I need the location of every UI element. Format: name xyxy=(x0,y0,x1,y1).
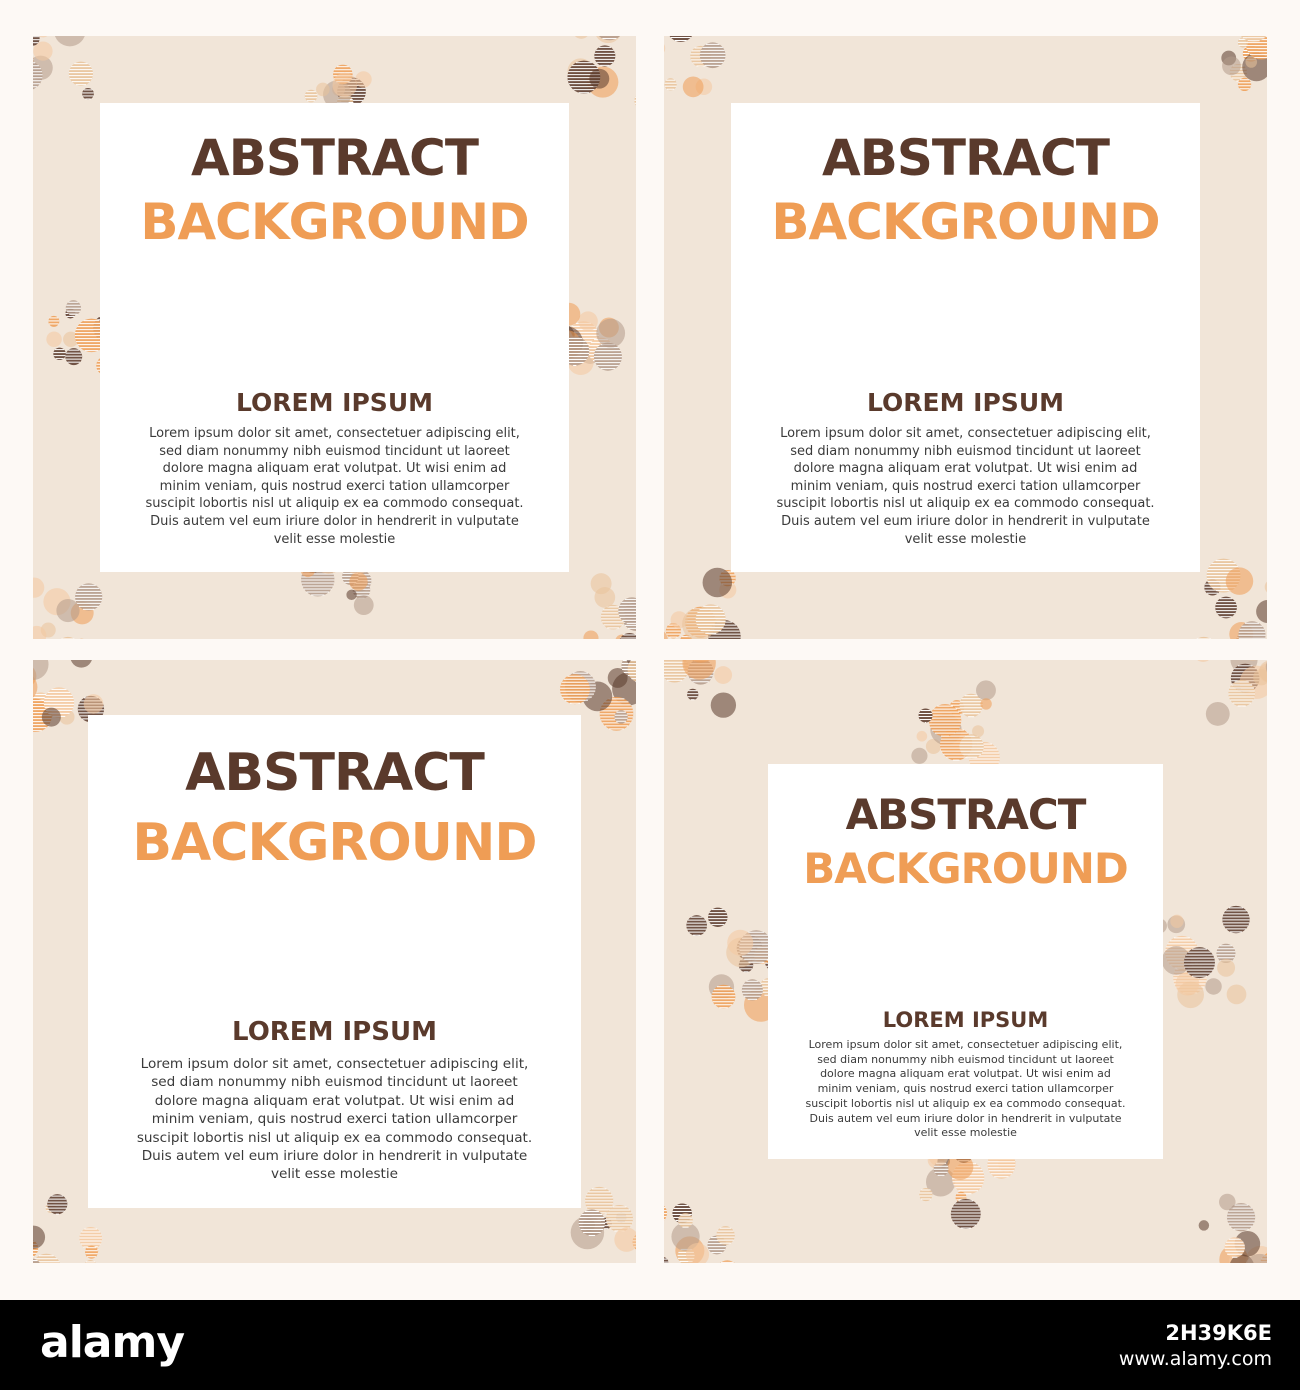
ornament-dot xyxy=(56,599,79,622)
ornament-dot xyxy=(596,319,625,348)
ornament-dot xyxy=(714,666,732,684)
ornament-dot xyxy=(1227,985,1247,1005)
card-2-title-line1: ABSTRACT xyxy=(822,129,1109,187)
ornament-dot xyxy=(354,595,374,615)
ornament-dot xyxy=(591,573,612,594)
ornament-dot xyxy=(560,674,590,704)
ornament-dot xyxy=(980,698,991,709)
ornament-dot xyxy=(959,734,983,758)
ornament-dot xyxy=(976,680,996,700)
ornament-dot xyxy=(573,36,590,39)
card-1 xyxy=(33,36,636,639)
card-3-title-line2: BACKGROUND xyxy=(132,813,537,873)
ornament-dot xyxy=(583,630,598,639)
ornament-dot xyxy=(70,660,92,668)
ornament-dot xyxy=(716,1226,735,1245)
ornament-dot xyxy=(1199,1220,1209,1230)
ornament-dot xyxy=(54,36,86,46)
ornament-dot xyxy=(1245,56,1257,68)
card-3 xyxy=(33,660,636,1263)
site-url: www.alamy.com xyxy=(1118,1348,1272,1370)
ornament-dot xyxy=(917,731,928,742)
ornament-dot xyxy=(683,76,704,97)
ornament-dot xyxy=(33,578,44,598)
card-4-panel xyxy=(768,764,1163,1159)
ornament-dot xyxy=(33,660,49,680)
card-4-title-line2: BACKGROUND xyxy=(803,844,1128,893)
ornament-dot xyxy=(42,708,61,727)
ornament-dot xyxy=(727,930,753,956)
ornament-dot xyxy=(703,568,732,597)
card-3-subtitle: LOREM IPSUM xyxy=(232,1017,437,1047)
image-id: 2H39K6E xyxy=(1165,1321,1272,1345)
card-4-subtitle: LOREM IPSUM xyxy=(882,1008,1049,1032)
ornament-dot xyxy=(1206,702,1230,726)
card-2-title-line2: BACKGROUND xyxy=(771,193,1160,251)
ornament-dot xyxy=(579,1209,605,1235)
ornament-dot xyxy=(1265,580,1267,595)
ornament-dot xyxy=(1219,1194,1236,1211)
alamy-logo: alamy xyxy=(40,1317,184,1368)
ornament-dot xyxy=(686,915,707,936)
card-3-body: Lorem ipsum dolor sit amet, consectetuer adipiscing elit, sed diam nonummy nibh euismod tincidunt ut laoreet dolore magna aliquam erat volutpat. Ut wisi enim ad minim veniam, quis nostrud exerci tation ullamcorper suscipit lobortis nisl ut aliquip ex ea commodo consequat. Duis autem vel eum iriure dolor in hendrerit in vulputate velit esse molestie xyxy=(136,1056,533,1183)
ornament-dot xyxy=(1222,56,1241,75)
card-3-title-line1: ABSTRACT xyxy=(185,743,484,803)
card-1-title-line2: BACKGROUND xyxy=(140,193,529,251)
card-1-subtitle: LOREM IPSUM xyxy=(235,388,433,417)
card-1-panel xyxy=(100,103,569,572)
ornament-dot xyxy=(1194,660,1213,662)
ornament-dot xyxy=(951,1199,981,1229)
ornament-dot xyxy=(700,42,726,68)
ornament-dot xyxy=(349,572,367,590)
card-2-subtitle: LOREM IPSUM xyxy=(866,388,1064,417)
ornament-dot xyxy=(84,694,104,714)
ornament-dot xyxy=(1205,978,1221,994)
card-1-title-line1: ABSTRACT xyxy=(191,129,478,187)
ornament-dot xyxy=(664,41,665,55)
ornament-dot xyxy=(972,725,984,737)
card-4-title-line1: ABSTRACT xyxy=(845,790,1086,839)
card-2-body: Lorem ipsum dolor sit amet, consectetuer adipiscing elit, sed diam nonummy nibh euismod tincidunt ut laoreet dolore magna aliquam erat volutpat. Ut wisi enim ad minim veniam, quis nostrud exerci tation ullamcorper suscipit lobortis nisl ut aliquip ex ea commodo consequat. Duis autem vel eum iriure dolor in hendrerit in vulputate velit esse molestie xyxy=(776,426,1155,547)
card-4-body: Lorem ipsum dolor sit amet, consectetuer adipiscing elit, sed diam nonummy nibh euismod tincidunt ut laoreet dolore magna aliquam erat volutpat. Ut wisi enim ad minim veniam, quis nostrud exerci tation ullamcorper suscipit lobortis nisl ut aliquip ex ea commodo consequat. Duis autem vel eum iriure dolor in hendrerit in vulputate velit esse molestie xyxy=(805,1038,1126,1140)
ornament-dot xyxy=(1226,567,1254,595)
card-2-panel xyxy=(731,103,1200,572)
ornament-dot xyxy=(346,590,356,600)
ornament-dot xyxy=(1256,600,1267,623)
ornament-dot xyxy=(33,1226,45,1249)
ornament-dot xyxy=(589,69,609,89)
ornament-dot xyxy=(1170,915,1183,928)
ornament-dot xyxy=(911,748,927,764)
ornament-dot xyxy=(316,83,330,97)
ornament-dot xyxy=(46,332,61,347)
ornament-dot xyxy=(711,692,736,717)
ornament-dot xyxy=(69,62,93,86)
card-4 xyxy=(664,660,1267,1263)
ornament-dot xyxy=(355,71,371,87)
card-1-body: Lorem ipsum dolor sit amet, consectetuer adipiscing elit, sed diam nonummy nibh euismod tincidunt ut laoreet dolore magna aliquam erat volutpat. Ut wisi enim ad minim veniam, quis nostrud exerci tation ullamcorper suscipit lobortis nisl ut aliquip ex ea commodo consequat. Duis autem vel eum iriure dolor in hendrerit in vulputate velit esse molestie xyxy=(145,426,524,547)
ornament-dot xyxy=(578,311,598,331)
image-id-block xyxy=(1119,1320,1272,1372)
card-3-panel xyxy=(88,715,581,1208)
ornament-dot xyxy=(333,73,358,98)
stock-footer xyxy=(0,1300,1300,1390)
ornament-dot xyxy=(1217,959,1235,977)
card-2 xyxy=(664,36,1267,639)
